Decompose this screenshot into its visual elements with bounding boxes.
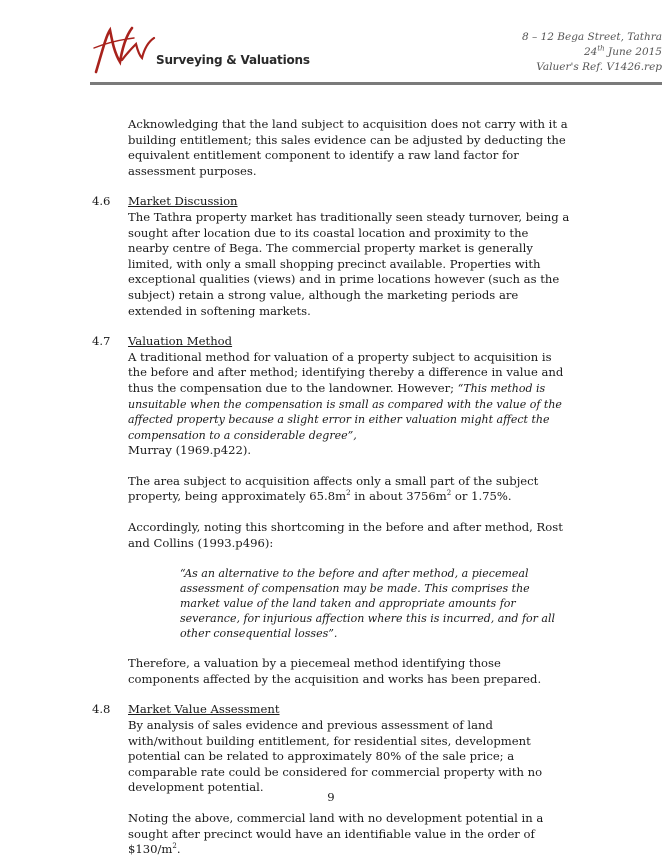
section-4-6: [92, 194, 570, 319]
section-paragraph: A traditional method for valuation of a property subject to acquisition is the before and after method; identifying thereby a difference in value and thus the compensation due to the landowner. However; “This method is unsuitable when the compensation is small as compared with the value of the affected property because a slight error in either valuation might affect the compensation to a considerable degree”, Murray (1969.p422).: [128, 349, 564, 458]
intro-paragraph: Acknowledging that the land subject to acquisition does not carry with it a building entitlement; this sales evidence can be adjusted by deducting the equivalent entitlement component to identify a raw land factor for assessment purposes.: [128, 117, 568, 178]
section-paragraph: The area subject to acquisition affects only a small part of the subject property, being approximately $65.8m^2$ in about $3756m^2$ or 1.75%.: [128, 473, 539, 504]
section-number: 4.7: [92, 334, 111, 349]
section-paragraph: Therefore, a valuation by a piecemeal method identifying those components affected by the acquisition and works has been prepared.: [128, 656, 542, 686]
header-date: 24th June 2015: [583, 44, 662, 58]
section-number: 4.8: [92, 702, 111, 717]
section-title: Market Discussion: [128, 194, 238, 209]
section-paragraph: The Tathra property market has traditionally seen steady turnover, being a sought after location due to its coastal location and proximity to the nearby centre of Bega. The commercial property market is generally limited, with only a small shopping precinct available. Properties with exceptional qualities (views) and in prime locations however (such as the subject) retain a strong value, although the marketing periods are extended in softening markets.: [128, 209, 570, 318]
section-title: Valuation Method: [128, 334, 233, 349]
section-number: 4.6: [92, 194, 111, 209]
section-paragraph: Accordingly, noting this shortcoming in the before and after method, Rost and Collins (1993.p496):: [128, 520, 563, 550]
block-quote: “As an alternative to the before and after method, a piecemeal assessment of compensation may be made. This comprises the market value of the land taken and appropriate amounts for severance, for injurious affection where this is incurred, and for all other consequential losses”.: [180, 567, 556, 641]
header-rule: [90, 82, 662, 85]
page-number: 9: [327, 790, 335, 804]
section-paragraph: By analysis of sales evidence and previous assessment of land with/without building entitlement, for residential sites, development potential can be related to approximately 80% of the sale price; a comparable rate could be considered for commercial property with no development potential.: [128, 718, 543, 795]
section-title: Market Value Assessment: [128, 702, 280, 717]
inline-quote: “This method is unsuitable when the compensation is small as compared with the value of the affected property because a slight error in either valuation might affect the compensation to a considerable degree”,: [128, 381, 562, 442]
logo-text: Surveying & Valuations: [156, 53, 310, 67]
section-4-8: [92, 702, 570, 856]
logo-mark-icon: [92, 22, 162, 78]
header-info: [422, 30, 662, 75]
document-body: [92, 117, 570, 856]
citation: Murray (1969.p422).: [128, 443, 252, 458]
section-4-7: [92, 334, 570, 687]
header-reference: Valuer's Ref. V1426.rep: [536, 61, 662, 73]
header-address: 8 – 12 Bega Street, Tathra: [521, 31, 662, 43]
company-logo: [92, 22, 310, 78]
section-paragraph: Noting the above, commercial land with no development potential in a sought after precinct would have an identifiable value in the order of $\$130/m^2$.: [128, 811, 544, 856]
